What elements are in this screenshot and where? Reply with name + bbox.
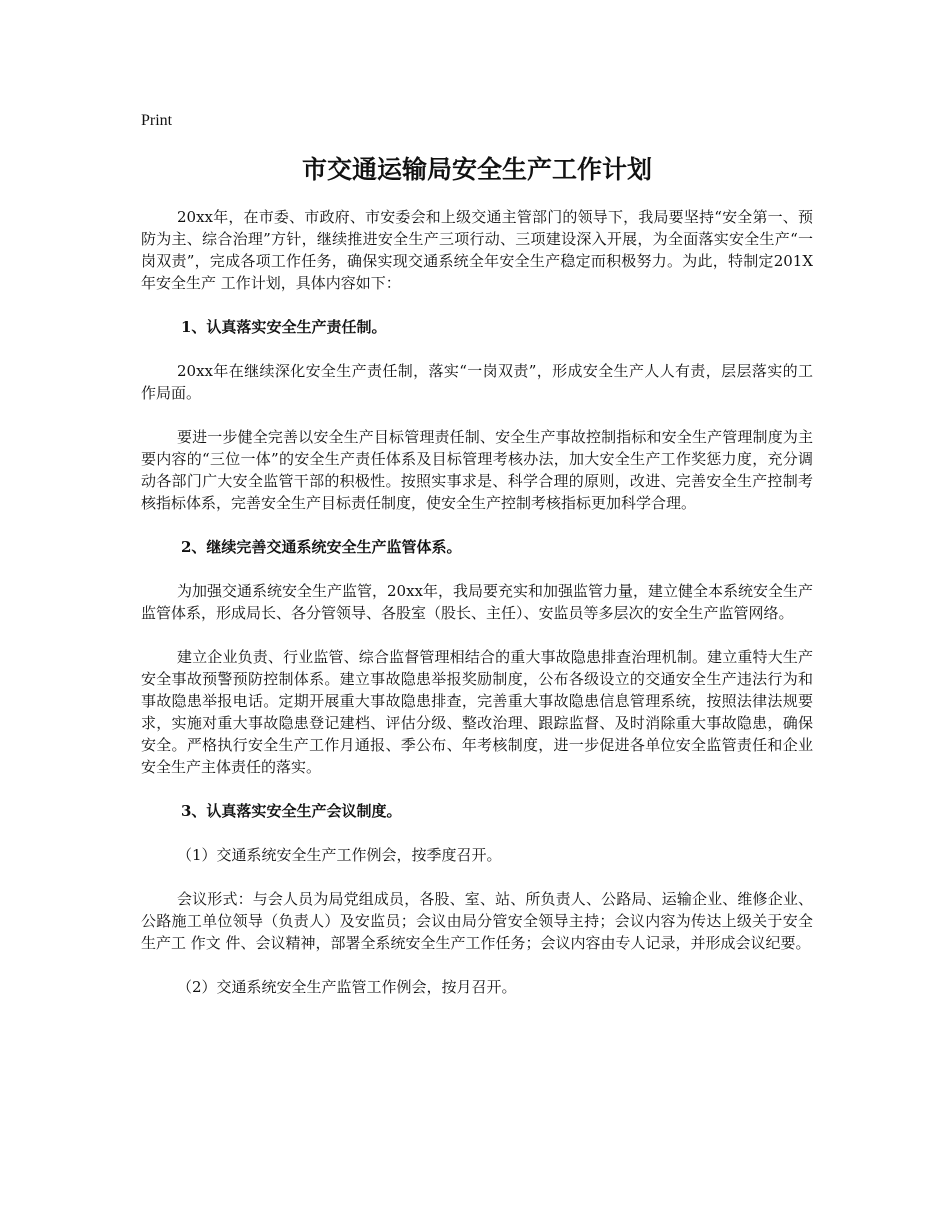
section-1-heading: 1、认真落实安全生产责任制。 xyxy=(181,318,387,336)
section-2-paragraph-2: 建立企业负责、行业监管、综合监督管理相结合的重大事故隐患排查治理机制。建立重特大生产安全事故预警预防控制体系。建立事故隐患举报奖励制度，公布各级设立的交通安全生产违法行为和事故隐患举报电话。定期开展重大事故隐患排查，完善重大事故隐患信息管理系统，按照法律法规要求，实施对重大事故隐患登记建档、评估分级、整改治理、跟踪监督、及时消除重大事故隐患，确保安全。严格执行安全生产工作月通报、季公布、年考核制度，进一步促进各单位安全监管责任和企业安全生产主体责任的落实。 xyxy=(141,648,813,776)
section-1-paragraph-1: 20xx年在继续深化安全生产责任制，落实“一岗双责”，形成安全生产人人有责，层层落实的工作局面。 xyxy=(141,362,813,402)
section-3-paragraph-2: 会议形式：与会人员为局党组成员，各股、室、站、所负责人、公路局、运输企业、维修企业、公路施工单位领导（负责人）及安监员；会议由局分管安全领导主持；会议内容为传达上级关于安全生产工 作文 件、会议精神，部署全系统安全生产工作任务；会议内容由专人记录，并形成会议纪要。 xyxy=(141,890,813,952)
section-3-heading: 3、认真落实安全生产会议制度。 xyxy=(181,802,402,820)
section-3-paragraph-1: （1）交通系统安全生产工作例会，按季度召开。 xyxy=(177,846,502,864)
section-1-paragraph-2: 要进一步健全完善以安全生产目标管理责任制、安全生产事故控制指标和安全生产管理制度为主要内容的“三位一体”的安全生产责任体系及目标管理考核办法，加大安全生产工作奖惩力度，充分调动各部门广大安全监管干部的积极性。按照实事求是、科学合理的原则，改进、完善安全生产控制考核指标体系，完善安全生产目标责任制度，使安全生产控制考核指标更加科学合理。 xyxy=(141,428,813,512)
print-link[interactable]: Print xyxy=(141,112,173,129)
section-2-paragraph-1: 为加强交通系统安全生产监管，20xx年，我局要充实和加强监管力量，建立健全本系统安全生产监管体系，形成局长、各分管领导、各股室（股长、主任）、安监员等多层次的安全生产监管网络。 xyxy=(141,582,814,622)
document-page xyxy=(141,110,813,1020)
page-title: 市交通运输局安全生产工作计划 xyxy=(301,155,652,184)
section-2-heading: 2、继续完善交通系统安全生产监管体系。 xyxy=(181,538,462,556)
section-3-paragraph-3: （2）交通系统安全生产监管工作例会，按月召开。 xyxy=(177,978,517,996)
intro-paragraph: 20xx年，在市委、市政府、市安委会和上级交通主管部门的领导下，我局要坚持“安全第一、预防为主、综合治理”方针，继续推进安全生产三项行动、三项建设深入开展，为全面落实安全生产“一岗双责”，完成各项工作任务，确保实现交通系统全年安全生产稳定而积极努力。为此，特制定201X年安全生产 工作计划，具体内容如下： xyxy=(141,208,813,292)
